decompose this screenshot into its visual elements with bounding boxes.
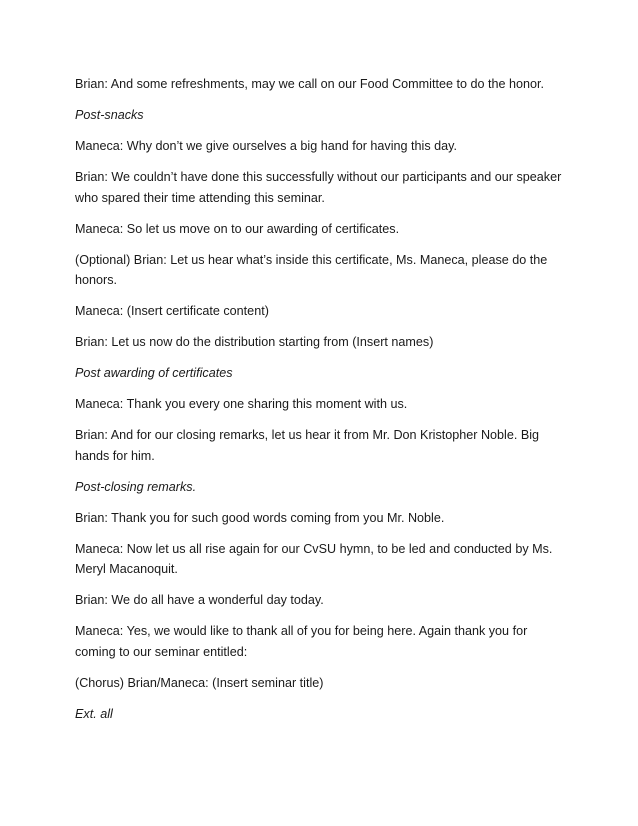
paragraph: Post awarding of certificates: [75, 366, 233, 380]
paragraph: Maneca: Now let us all rise again for our CvSU hymn, to be led and conducted by Ms. Meryl Macanoquit.: [75, 541, 553, 576]
paragraph: Brian: And some refreshments, may we call on our Food Committee to do the honor.: [75, 77, 544, 91]
paragraph: Brian: Thank you for such good words coming from you Mr. Noble.: [75, 510, 445, 525]
paragraph: Ext. all: [75, 706, 113, 721]
paragraph: (Chorus) Brian/Maneca: (Insert seminar title): [75, 675, 324, 690]
paragraph: Brian: And for our closing remarks, let us hear it from Mr. Don Kristopher Noble. Big hands for him.: [75, 428, 540, 463]
paragraph: Maneca: Yes, we would like to thank all of you for being here. Again thank you for coming to our seminar entitled:: [75, 624, 528, 659]
paragraph: Brian: We do all have a wonderful day today.: [75, 593, 324, 607]
paragraph: Brian: Let us now do the distribution starting from (Insert names): [75, 335, 434, 349]
paragraph: Maneca: Why don’t we give ourselves a big hand for having this day.: [75, 139, 457, 153]
paragraph: Maneca: So let us move on to our awarding of certificates.: [75, 221, 400, 236]
paragraph: Brian: We couldn’t have done this successfully without our participants and our speaker who spared their time attending this seminar.: [75, 170, 562, 205]
paragraph: Maneca: Thank you every one sharing this moment with us.: [75, 397, 408, 411]
paragraph: Post-snacks: [75, 108, 144, 122]
paragraph: (Optional) Brian: Let us hear what’s inside this certificate, Ms. Maneca, please do the honors.: [75, 252, 548, 287]
paragraph: Maneca: (Insert certificate content): [75, 304, 269, 318]
script-body: [75, 74, 567, 735]
paragraph: Post-closing remarks.: [75, 479, 197, 494]
